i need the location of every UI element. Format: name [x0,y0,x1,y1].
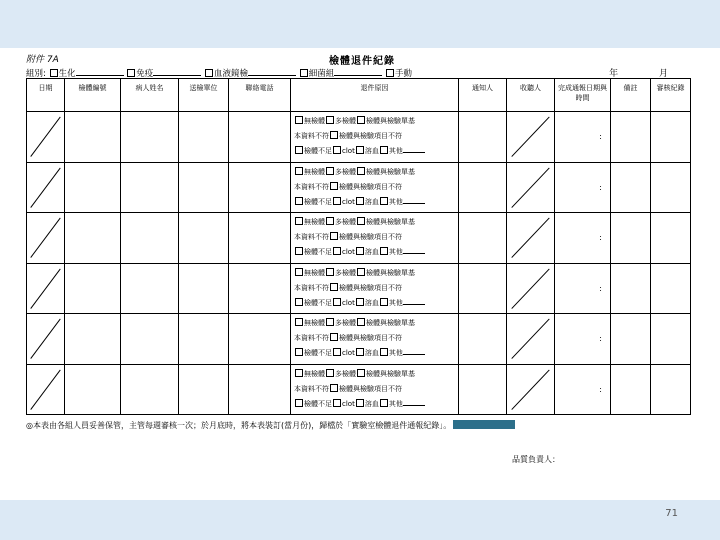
cell-review[interactable] [651,364,691,415]
checkbox-icon[interactable] [295,197,303,205]
checkbox-icon[interactable] [333,197,341,205]
reason-option: clot [342,349,355,358]
cell-report-time[interactable] [555,263,611,314]
checkbox-icon[interactable] [380,247,388,255]
form-sheet [22,48,702,500]
cell-unit[interactable] [179,263,229,314]
checkbox-icon[interactable] [356,197,364,205]
cell-remarks[interactable] [611,213,651,264]
blank-line [153,68,201,76]
reason-option: 檢體不足 [304,298,332,307]
diagonal-slash [507,213,554,263]
cell-remarks[interactable] [611,364,651,415]
reason-line-1 [294,114,458,129]
time-separator: : [599,283,602,293]
checkbox-icon[interactable] [380,197,388,205]
checkbox-icon[interactable] [326,318,334,326]
cell-receiver[interactable] [507,263,555,314]
reason-option: 多檢體 [335,117,356,126]
checkbox-icon[interactable] [295,318,303,326]
diagonal-slash [507,314,554,364]
reason-option: 溶血 [364,147,379,156]
cell-reason [291,112,459,163]
reason-option: 溶血 [364,399,379,408]
checkbox-icon[interactable] [356,247,364,255]
cell-patient-name[interactable] [121,112,179,163]
diagonal-slash [27,365,64,415]
reason-option: 溶血 [364,298,379,307]
reason-option: 溶血 [364,248,379,257]
cell-review[interactable] [651,162,691,213]
checkbox-icon[interactable] [295,167,303,175]
checkbox-icon[interactable] [326,268,334,276]
reason-option: 無檢體 [304,268,325,277]
cell-phone[interactable] [229,263,291,314]
checkbox-icon[interactable] [295,298,303,306]
table-body [27,112,691,415]
year-label: 年 [609,69,619,79]
reason-option: 本資料不符 [294,182,329,191]
cell-review[interactable] [651,263,691,314]
table-row [27,162,691,213]
cell-report-time[interactable] [555,364,611,415]
reason-option: 檢體與檢驗單基 [366,218,415,227]
checkbox-icon[interactable] [357,318,365,326]
reason-line-2 [294,230,458,245]
col-header-specimen-no: 檢體編號 [65,79,121,112]
checkbox-icon[interactable] [357,116,365,124]
reason-option: 本資料不符 [294,283,329,292]
cell-phone[interactable] [229,112,291,163]
slide-header-band [0,0,720,48]
checkbox-icon[interactable] [295,146,303,154]
reason-option: clot [342,298,355,307]
reason-option: 檢體不足 [304,349,332,358]
cell-receiver[interactable] [507,112,555,163]
reason-option: 檢體與檢驗單基 [366,369,415,378]
col-header-date: 日期 [27,79,65,112]
cell-receiver[interactable] [507,162,555,213]
checkbox-icon[interactable] [380,348,388,356]
col-header-remarks: 備註 [611,79,651,112]
cell-review[interactable] [651,112,691,163]
reason-option: clot [342,147,355,156]
reason-option: 多檢體 [335,268,356,277]
reason-option: 本資料不符 [294,384,329,393]
reason-option: 檢體與檢驗項目不符 [339,283,402,292]
reason-option: 無檢體 [304,117,325,126]
col-header-reason: 退件原因 [291,79,459,112]
checkbox-icon[interactable] [333,247,341,255]
reason-line-2 [294,331,458,346]
reason-option: 本資料不符 [294,132,329,141]
reason-option: 多檢體 [335,218,356,227]
group-prefix: 組別: [26,69,46,79]
cell-date[interactable] [27,213,65,264]
cell-report-time[interactable] [555,112,611,163]
checkbox-icon[interactable] [127,69,135,77]
checkbox-icon[interactable] [356,399,364,407]
cell-receiver[interactable] [507,314,555,365]
cell-unit[interactable] [179,314,229,365]
reason-line-2 [294,129,458,144]
reason-option: 檢體與檢驗單基 [366,117,415,126]
checkbox-icon[interactable] [300,69,308,77]
col-header-report-time: 完成通報日期與時間 [555,79,611,112]
cell-review[interactable] [651,213,691,264]
cell-patient-name[interactable] [121,263,179,314]
group-label: 免疫 [136,69,154,79]
time-separator: : [599,334,602,343]
cell-patient-name[interactable] [121,314,179,365]
checkbox-icon[interactable] [356,348,364,356]
cell-remarks[interactable] [611,162,651,213]
reason-option: 檢體與檢驗項目不符 [339,233,402,242]
reason-option: 檢體不足 [304,248,332,257]
reason-option: 其他 [388,197,403,206]
checkbox-icon[interactable] [357,167,365,175]
cell-unit[interactable] [179,364,229,415]
reason-option: 檢體與檢驗項目不符 [339,384,402,393]
checkbox-icon[interactable] [356,298,364,306]
reason-option: 其他 [388,399,403,408]
table-row [27,314,691,365]
reason-option: 本資料不符 [294,233,329,242]
reason-line-1 [294,367,458,382]
checkbox-icon[interactable] [330,131,338,139]
reason-option: 檢體不足 [304,147,332,156]
reason-option: 檢體與檢驗單基 [366,319,415,328]
blank-line [248,68,296,76]
checkbox-icon[interactable] [380,298,388,306]
col-header-phone: 聯絡電話 [229,79,291,112]
checkbox-icon[interactable] [326,217,334,225]
reason-line-1 [294,316,458,331]
group-label: 細菌組 [308,69,335,79]
checkbox-icon[interactable] [205,69,213,77]
col-header-unit: 送檢單位 [179,79,229,112]
cell-phone[interactable] [229,364,291,415]
cell-date[interactable] [27,263,65,314]
table-row [27,213,691,264]
cell-patient-name[interactable] [121,364,179,415]
checkbox-icon[interactable] [326,369,334,377]
group-label: 血液鏡檢 [214,69,249,79]
cell-unit[interactable] [179,213,229,264]
checkbox-icon[interactable] [333,348,341,356]
reason-option: 檢體與檢驗項目不符 [339,334,402,343]
checkbox-icon[interactable] [295,217,303,225]
cell-notifier[interactable] [459,112,507,163]
cell-specimen-no[interactable] [65,112,121,163]
reason-option: clot [342,399,355,408]
col-header-receiver: 收聽人 [507,79,555,112]
blank-line [403,247,425,254]
reason-option: 其他 [388,349,403,358]
cell-phone[interactable] [229,314,291,365]
cell-unit[interactable] [179,112,229,163]
blank-line [403,197,425,204]
cell-receiver[interactable] [507,213,555,264]
cell-specimen-no[interactable] [65,364,121,415]
month-label: 月 [658,69,668,79]
diagonal-slash [27,163,64,213]
cell-date[interactable] [27,314,65,365]
annex-label: 附件 7A [26,55,59,65]
reason-line-2 [294,281,458,296]
cell-patient-name[interactable] [121,213,179,264]
diagonal-slash [507,112,554,162]
table-row [27,364,691,415]
cell-notifier[interactable] [459,314,507,365]
checkbox-icon[interactable] [357,369,365,377]
checkbox-icon[interactable] [330,283,338,291]
checkbox-icon[interactable] [295,247,303,255]
cell-date[interactable] [27,112,65,163]
time-separator: : [599,182,602,192]
cell-date[interactable] [27,162,65,213]
time-separator: : [599,384,602,394]
table-row [27,263,691,314]
time-separator: : [599,233,602,242]
checkbox-icon[interactable] [295,116,303,124]
checkbox-icon[interactable] [386,69,394,77]
reason-line-3 [294,346,458,361]
checkbox-icon[interactable] [333,298,341,306]
reason-option: clot [342,197,355,206]
reason-option: 多檢體 [335,167,356,176]
reason-option: 無檢體 [304,218,325,227]
time-separator: : [599,132,602,141]
reason-line-1 [294,266,458,281]
cell-report-time[interactable] [555,213,611,264]
diagonal-slash [27,112,64,162]
rejection-table [26,78,691,415]
cell-reason [291,162,459,213]
cell-specimen-no[interactable] [65,162,121,213]
cell-reason [291,263,459,314]
checkbox-icon[interactable] [330,182,338,190]
col-header-notifier: 通知人 [459,79,507,112]
reason-option: 溶血 [364,197,379,206]
reason-option: 多檢體 [335,369,356,378]
diagonal-slash [507,365,554,415]
cell-reason [291,213,459,264]
checkbox-icon[interactable] [380,146,388,154]
checkbox-icon[interactable] [356,146,364,154]
diagonal-slash [27,264,64,314]
reason-option: 其他 [388,147,403,156]
cell-date[interactable] [27,364,65,415]
blank-line [403,146,425,153]
cell-notifier[interactable] [459,364,507,415]
checkbox-icon[interactable] [295,268,303,276]
checkbox-icon[interactable] [326,167,334,175]
checkbox-icon[interactable] [333,399,341,407]
reason-option: 無檢體 [304,319,325,328]
checkbox-icon[interactable] [333,146,341,154]
reason-option: 溶血 [364,349,379,358]
cell-remarks[interactable] [611,314,651,365]
cell-notifier[interactable] [459,213,507,264]
cell-remarks[interactable] [611,263,651,314]
reason-line-2 [294,382,458,397]
group-label: 手動 [394,69,412,79]
checkbox-icon[interactable] [295,348,303,356]
checkbox-icon[interactable] [380,399,388,407]
cell-notifier[interactable] [459,263,507,314]
highlight-bar [453,420,515,429]
form-title: 檢體退件紀錄 [329,56,395,67]
checkbox-icon[interactable] [50,69,58,77]
quality-manager-signature: 品質負責人： [512,455,560,464]
reason-line-2 [294,180,458,195]
checkbox-icon[interactable] [330,232,338,240]
slide-footer-band [0,500,720,540]
checkbox-icon[interactable] [357,268,365,276]
cell-patient-name[interactable] [121,162,179,213]
blank-line [403,348,425,355]
cell-specimen-no[interactable] [65,213,121,264]
reason-option: 檢體與檢驗項目不符 [339,132,402,141]
footnote [26,420,515,431]
cell-specimen-no[interactable] [65,263,121,314]
reason-line-1 [294,215,458,230]
checkbox-icon[interactable] [330,384,338,392]
col-header-review: 審核紀錄 [651,79,691,112]
diagonal-slash [27,213,64,263]
reason-line-3 [294,195,458,210]
reason-line-3 [294,144,458,159]
cell-notifier[interactable] [459,162,507,213]
reason-line-3 [294,245,458,260]
blank-line [334,68,382,76]
cell-remarks[interactable] [611,112,651,163]
reason-line-3 [294,296,458,311]
cell-reason [291,314,459,365]
reason-option: 無檢體 [304,369,325,378]
reason-option: clot [342,248,355,257]
cell-specimen-no[interactable] [65,314,121,365]
reason-option: 無檢體 [304,167,325,176]
diagonal-slash [27,314,64,364]
reason-option: 其他 [388,298,403,307]
page-number: 71 [665,508,678,519]
reason-option: 多檢體 [335,319,356,328]
checkbox-icon[interactable] [326,116,334,124]
checkbox-icon[interactable] [330,333,338,341]
reason-option: 檢體不足 [304,399,332,408]
blank-line [403,399,425,406]
cell-reason [291,364,459,415]
reason-line-3 [294,397,458,412]
checkbox-icon[interactable] [295,399,303,407]
diagonal-slash [507,264,554,314]
blank-line [403,298,425,305]
cell-unit[interactable] [179,162,229,213]
footnote-text: ◎本表由各組人員妥善保管，主管每週審核一次；於月底時，將本表裝訂(當月份)，歸檔於「實驗室檢體退件通報紀錄」。 [26,421,452,430]
cell-report-time[interactable] [555,162,611,213]
reason-option: 其他 [388,248,403,257]
blank-line [76,68,124,76]
group-label: 生化 [58,69,76,79]
checkbox-icon[interactable] [295,369,303,377]
reason-option: 檢體與檢驗單基 [366,268,415,277]
cell-review[interactable] [651,314,691,365]
cell-phone[interactable] [229,213,291,264]
cell-phone[interactable] [229,162,291,213]
table-header-row [27,79,691,112]
reason-option: 本資料不符 [294,334,329,343]
diagonal-slash [507,163,554,213]
reason-option: 檢體與檢驗項目不符 [339,182,402,191]
cell-receiver[interactable] [507,364,555,415]
table-row [27,112,691,163]
reason-option: 檢體不足 [304,197,332,206]
reason-option: 檢體與檢驗單基 [366,167,415,176]
reason-line-1 [294,165,458,180]
checkbox-icon[interactable] [357,217,365,225]
cell-report-time[interactable] [555,314,611,365]
col-header-patient-name: 病人姓名 [121,79,179,112]
